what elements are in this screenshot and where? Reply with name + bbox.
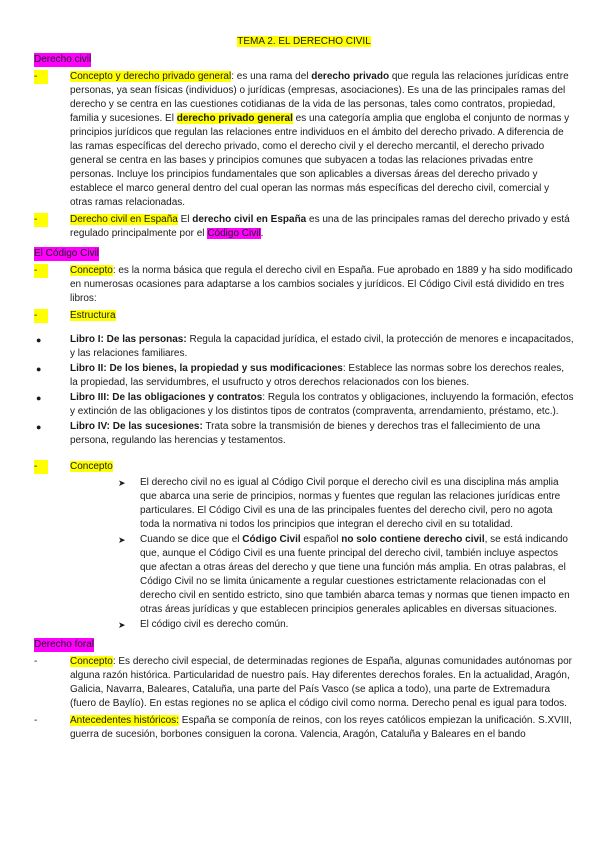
dash-marker: - — [34, 264, 48, 278]
list-item — [34, 618, 574, 632]
list-item — [34, 460, 574, 474]
highlight-term: Concepto — [70, 656, 113, 667]
body-text: : Regula los contratos y obligaciones, incluyendo la formación, efectos y extinción de las obligaciones y los distintos tipos de contratos (compraventa, arrendamiento, préstamo, etc.). — [70, 392, 574, 417]
books-list — [34, 333, 574, 448]
list-item — [34, 420, 574, 448]
section-derecho-foral — [34, 638, 574, 742]
list-item — [34, 391, 574, 419]
highlight-term: Concepto — [70, 461, 113, 472]
body-text: que regula las relaciones jurídicas entre personas, ya sean físicas (individuos) o jurídicas (empresas, asociaciones). Es una de las principales ramas del derecho y se centra en las cuestiones cotidianas de la vida de las personas, tales como contratos, propiedad, familia y sucesiones. El — [70, 71, 569, 124]
dash-marker: - — [34, 656, 38, 667]
dash-marker: - — [34, 715, 38, 726]
body-text: España se componía de reinos, con los reyes católicos empiezan la unificación. S.XVIII, guerra de sucesión, borbones consiguen la corona. Valencia, Aragón, Cataluña y Baleares en el bando — [70, 715, 572, 740]
highlight-term: Código Civil — [207, 228, 261, 239]
bold-term: no solo contiene derecho civil — [341, 534, 485, 545]
bullet-marker: ● — [36, 393, 42, 403]
dash-marker: - — [34, 70, 48, 84]
section-derecho-civil — [34, 53, 574, 241]
list-item — [34, 213, 574, 241]
list-item — [34, 333, 574, 361]
bold-term: Libro I: De las personas: — [70, 334, 187, 345]
highlight-term: Antecedentes históricos: — [70, 715, 179, 726]
highlight-term: Concepto — [70, 265, 113, 276]
bold-term: derecho privado — [311, 71, 390, 82]
body-text: : Establece las normas sobre los derechos reales, la propiedad, las servidumbres, el usufructo y otros derechos relacionados con los bienes. — [70, 363, 565, 388]
list-item — [34, 309, 574, 323]
spacer — [34, 449, 574, 457]
highlight-term: Concepto y derecho privado general — [70, 71, 232, 82]
body-text: es una de las principales ramas del derecho privado y está regulado principalmente por el — [70, 214, 570, 239]
section-codigo-civil — [34, 247, 574, 632]
body-text: . — [260, 228, 264, 239]
section-heading: Derecho civil — [34, 54, 92, 65]
body-text: El código civil es derecho común. — [140, 619, 289, 630]
body-text: , se está indicando que, aunque el Código Civil es una fuente principal del derecho civil, también incluye aspectos que afectan a otras áreas del derecho y que tiene una función más amplia. En otras palabras, el Código Civil no se limita únicamente a regular cuestiones estrictamente relacionadas con el derecho civil en sentido estricto, sino que también abarca temas y normas que tienen impacto en otras áreas jurídicas y que establecen principios generales aplicables en diversas situaciones. — [140, 534, 570, 615]
list-item — [34, 362, 574, 390]
bold-term: Libro IV: De las sucesiones: — [70, 421, 203, 432]
body-text: : es la norma básica que regula el derecho civil en España. Fue aprobado en 1889 y ha sido modificado en numerosas ocasiones para adaptarse a los cambios sociales y jurídicos. El Código Civil está dividido en tres libros: — [70, 265, 573, 304]
concept-list — [34, 476, 574, 632]
arrow-bullet-icon: ➤ — [118, 620, 126, 630]
body-text: Cuando se dice que el — [140, 534, 243, 545]
dash-marker: - — [34, 309, 48, 323]
body-text: español — [300, 534, 342, 545]
body-text: Regula la capacidad jurídica, el estado civil, la protección de menores e incapacitados, y las relaciones familiares. — [70, 334, 574, 359]
arrow-bullet-icon: ➤ — [118, 535, 126, 545]
body-text: es una categoría amplia que engloba el conjunto de normas y principios jurídicos que regulan las relaciones entre individuos en el ámbito del derecho privado. A diferencia de las ramas específicas del derecho privado, como el derecho civil y el derecho mercantil, el derecho privado general se centra en las bases y principios comunes que subyacen a todas las relaciones privadas entre personas. Incluye los principios fundamentales que son aplicables a diversas áreas del derecho privado y establece el marco general dentro del cual operan las normas más específicas del derecho civil, comercial y otras ramas relacionadas. — [70, 113, 570, 208]
bold-term: Libro II: De los bienes, la propiedad y sus modificaciones — [70, 363, 343, 374]
bold-term: Código Civil — [242, 534, 301, 545]
body-text: El derecho civil no es igual al Código Civil porque el derecho civil es una disciplina más amplia que abarca una serie de principios, normas y fuentes que regulan las relaciones jurídicas entre particulares. El Código Civil es una de las principales fuentes del derecho civil, pero no agota toda la normativa ni todos los principios que integran el derecho civil en su totalidad. — [140, 477, 561, 530]
bullet-marker: ● — [36, 422, 42, 432]
section-heading: El Código Civil — [34, 248, 100, 259]
highlight-term: Derecho civil en España — [70, 214, 178, 225]
highlight-term: Estructura — [70, 310, 116, 321]
list-item — [34, 476, 574, 532]
list-item — [34, 714, 574, 742]
bullet-marker: ● — [36, 335, 42, 345]
title-wrap — [34, 36, 574, 47]
bold-term: derecho civil en España — [192, 214, 307, 225]
bullet-marker: ● — [36, 364, 42, 374]
highlight-term: derecho privado general — [176, 113, 293, 124]
body-text: Trata sobre la transmisión de bienes y derechos tras el fallecimiento de una persona, regulando las herencias y testamentos. — [70, 421, 541, 446]
list-item — [34, 70, 574, 210]
arrow-bullet-icon: ➤ — [118, 478, 126, 488]
body-text: El — [177, 214, 193, 225]
list-item — [34, 264, 574, 306]
body-text: : Es derecho civil especial, de determinadas regiones de España, algunas comunidades autónomas por alguna razón histórica. Particularidad de nuestro país. Hay diferentes derechos forales. En la actualidad, Aragón, Galicia, Navarra, Baleares, Cataluña, una parte del País Vasco (se aplica a todo), una parte de Extremadura (fuero de Baylío). En estas regiones no se aplica el código civil como norma. Derecho penal es igual para todos. — [70, 656, 572, 709]
document-page — [34, 36, 574, 748]
list-item — [34, 533, 574, 617]
body-text: : es una rama del — [231, 71, 312, 82]
list-item — [34, 655, 574, 711]
section-heading: Derecho foral — [34, 639, 95, 650]
dash-marker: - — [34, 460, 48, 474]
document-title: TEMA 2. EL DERECHO CIVIL — [237, 36, 371, 47]
bold-term: Libro III: De las obligaciones y contratos — [70, 392, 263, 403]
dash-marker: - — [34, 213, 48, 227]
